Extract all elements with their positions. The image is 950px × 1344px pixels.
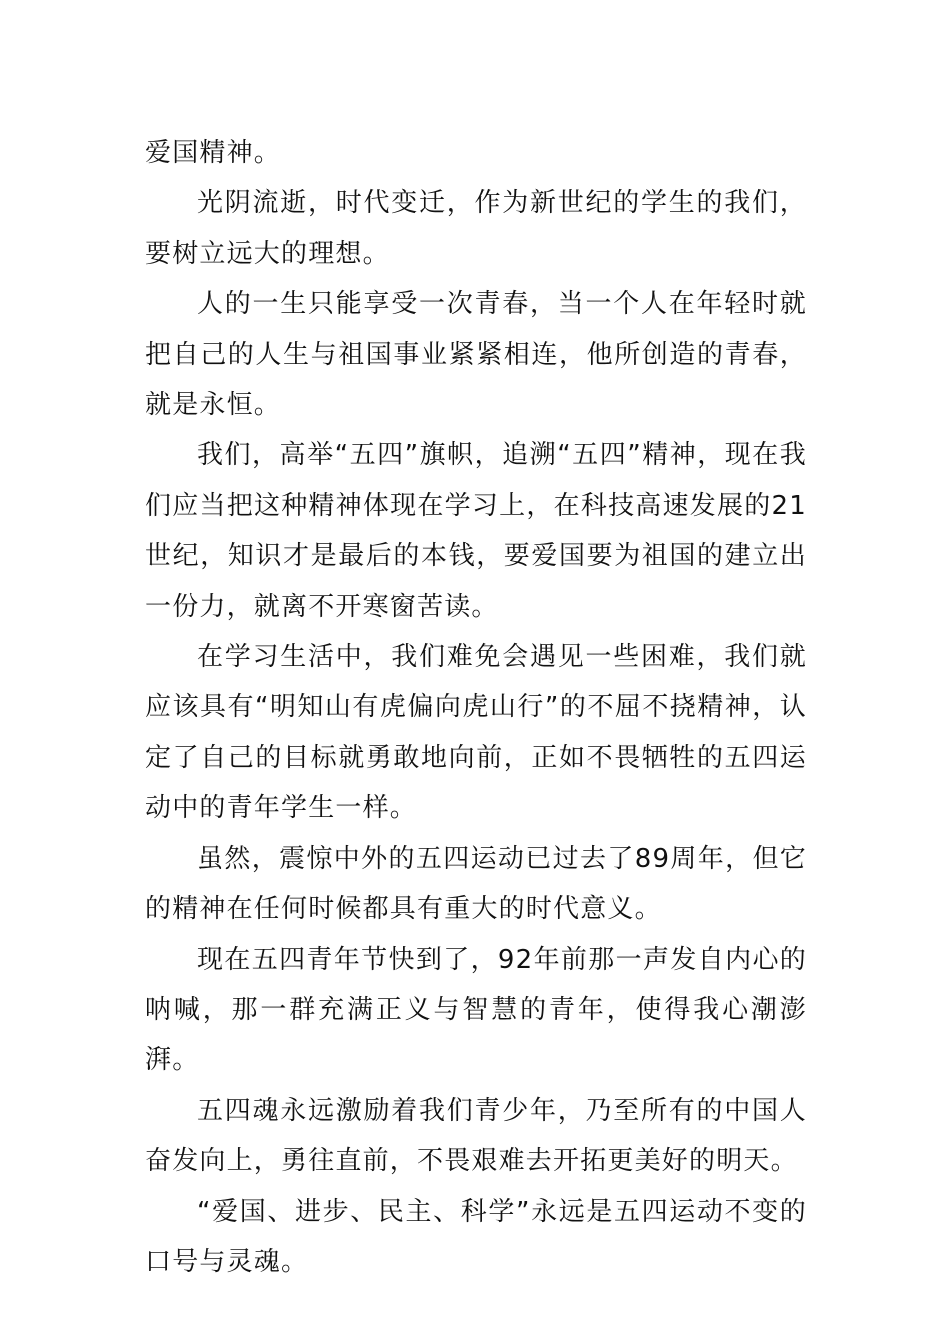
- paragraph-8: 五四魂永远激励着我们青少年，乃至所有的中国人奋发向上，勇往直前，不畏艰难去开拓更美好的明天。: [145, 1095, 807, 1177]
- paragraph-3: 人的一生只能享受一次青春，当一个人在年轻时就把自己的人生与祖国事业紧紧相连，他所创造的青春，就是永恒。: [145, 289, 807, 421]
- paragraph-7: 现在五四青年节快到了，92年前那一声发自内心的呐喊，那一群充满正义与智慧的青年，使得我心潮澎湃。: [145, 944, 807, 1076]
- document-body: [145, 128, 807, 1287]
- paragraph-2: 光阴流逝，时代变迁，作为新世纪的学生的我们，要树立远大的理想。: [145, 188, 807, 269]
- paragraph-6: 虽然，震惊中外的五四运动已过去了89周年，但它的精神在任何时候都具有重大的时代意义。: [145, 843, 807, 925]
- paragraph-9: “爱国、进步、民主、科学”永远是五四运动不变的口号与灵魂。: [145, 1196, 807, 1277]
- paragraph-5: 在学习生活中，我们难免会遇见一些困难，我们就应该具有“明知山有虎偏向虎山行”的不屈不挠精神，认定了自己的目标就勇敢地向前，正如不畏牺牲的五四运动中的青年学生一样。: [145, 642, 807, 824]
- paragraph-4: 我们，高举“五四”旗帜，追溯“五四”精神，现在我们应当把这种精神体现在学习上，在科技高速发展的21世纪，知识才是最后的本钱，要爱国要为祖国的建立出一份力，就离不开寒窗苦读。: [145, 440, 807, 622]
- paragraph-1: 爱国精神。: [145, 138, 282, 168]
